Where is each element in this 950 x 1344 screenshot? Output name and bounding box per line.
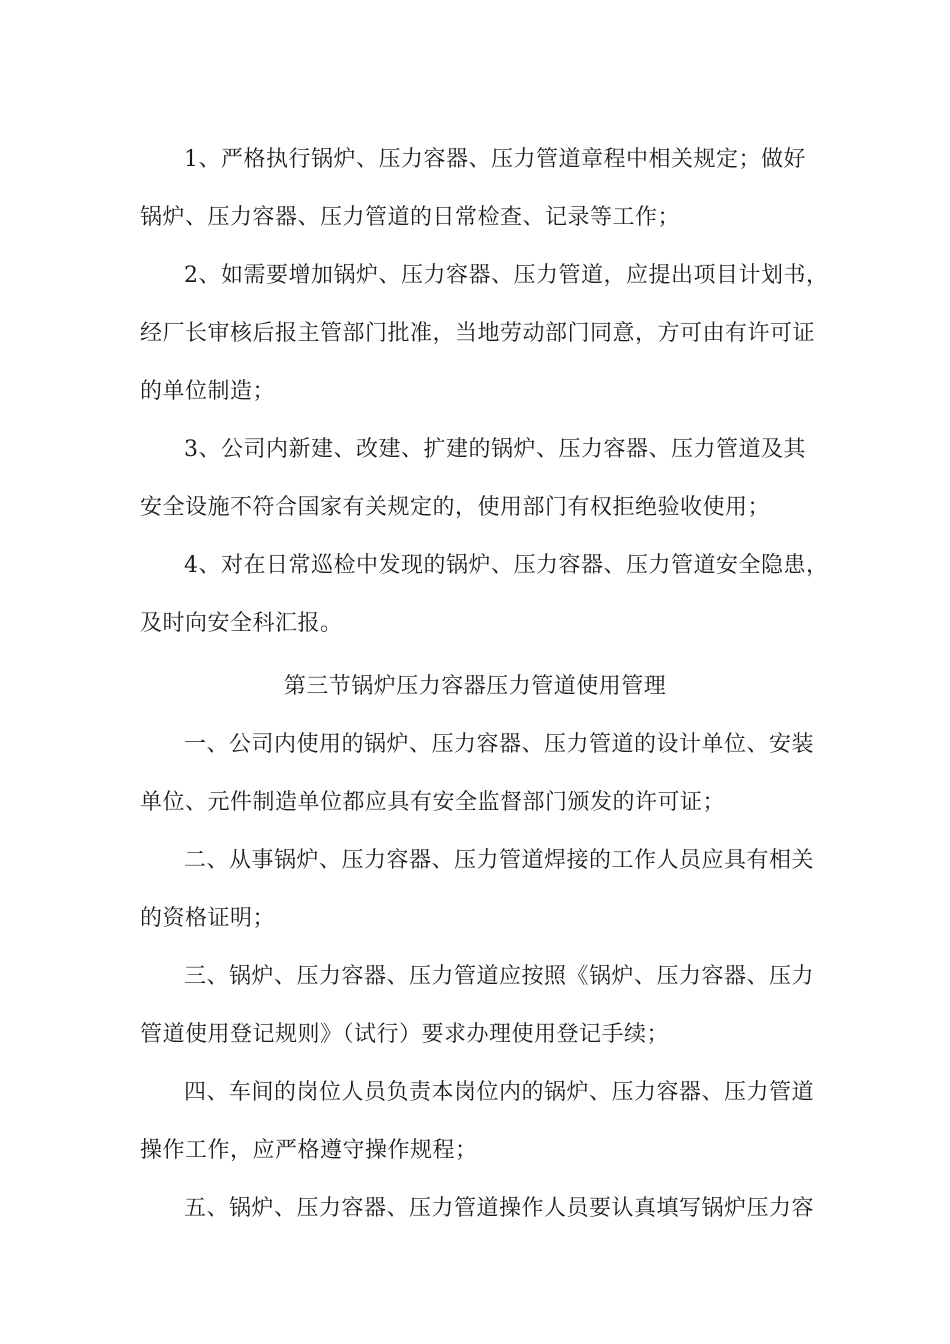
text-line: 的资格证明； [140, 906, 276, 931]
text-line: 安全设施不符合国家有关规定的，使用部门有权拒绝验收使用； [140, 495, 771, 520]
text-line: 二、从事锅炉、压力容器、压力管道焊接的工作人员应具有相关 [184, 848, 815, 873]
text-line: 经厂长审核后报主管部门批准，当地劳动部门同意，方可由有许可证 [140, 321, 816, 346]
text-line: 管道使用登记规则》（试行）要求办理使用登记手续； [140, 1022, 670, 1047]
text-line: 单位、元件制造单位都应具有安全监督部门颁发的许可证； [140, 790, 726, 815]
text-line: 及时向安全科汇报。 [140, 611, 343, 636]
paragraph-one [140, 716, 820, 832]
text-line: 4、对在日常巡检中发现的锅炉、压力容器、压力管道安全隐患， [184, 553, 829, 578]
section-heading: 第三节锅炉压力容器压力管道使用管理 [283, 674, 667, 699]
text-line: 2、如需要增加锅炉、压力容器、压力管道，应提出项目计划书， [184, 263, 829, 288]
text-line: 五、锅炉、压力容器、压力管道操作人员要认真填写锅炉压力容 [184, 1196, 815, 1221]
text-line: 四、车间的岗位人员负责本岗位内的锅炉、压力容器、压力管道 [184, 1080, 815, 1105]
paragraph-3 [140, 421, 820, 537]
regulation-list-bottom [140, 716, 820, 1238]
text-line: 三、锅炉、压力容器、压力管道应按照《锅炉、压力容器、压力 [184, 964, 815, 989]
text-line: 锅炉、压力容器、压力管道的日常检查、记录等工作； [140, 205, 681, 230]
paragraph-three [140, 948, 820, 1064]
text-line: 3、公司内新建、改建、扩建的锅炉、压力容器、压力管道及其 [184, 437, 806, 462]
text-line: 操作工作，应严格遵守操作规程； [140, 1138, 478, 1163]
regulation-list-top [140, 131, 829, 653]
text-line: 1、严格执行锅炉、压力容器、压力管道章程中相关规定；做好 [184, 147, 806, 172]
paragraph-1 [140, 131, 820, 247]
paragraph-four [140, 1064, 820, 1180]
paragraph-five [140, 1180, 820, 1238]
paragraph-2 [140, 247, 829, 421]
text-line: 一、公司内使用的锅炉、压力容器、压力管道的设计单位、安装 [184, 732, 815, 757]
paragraph-4 [140, 537, 829, 653]
text-line: 的单位制造； [140, 379, 276, 404]
paragraph-two [140, 832, 820, 948]
